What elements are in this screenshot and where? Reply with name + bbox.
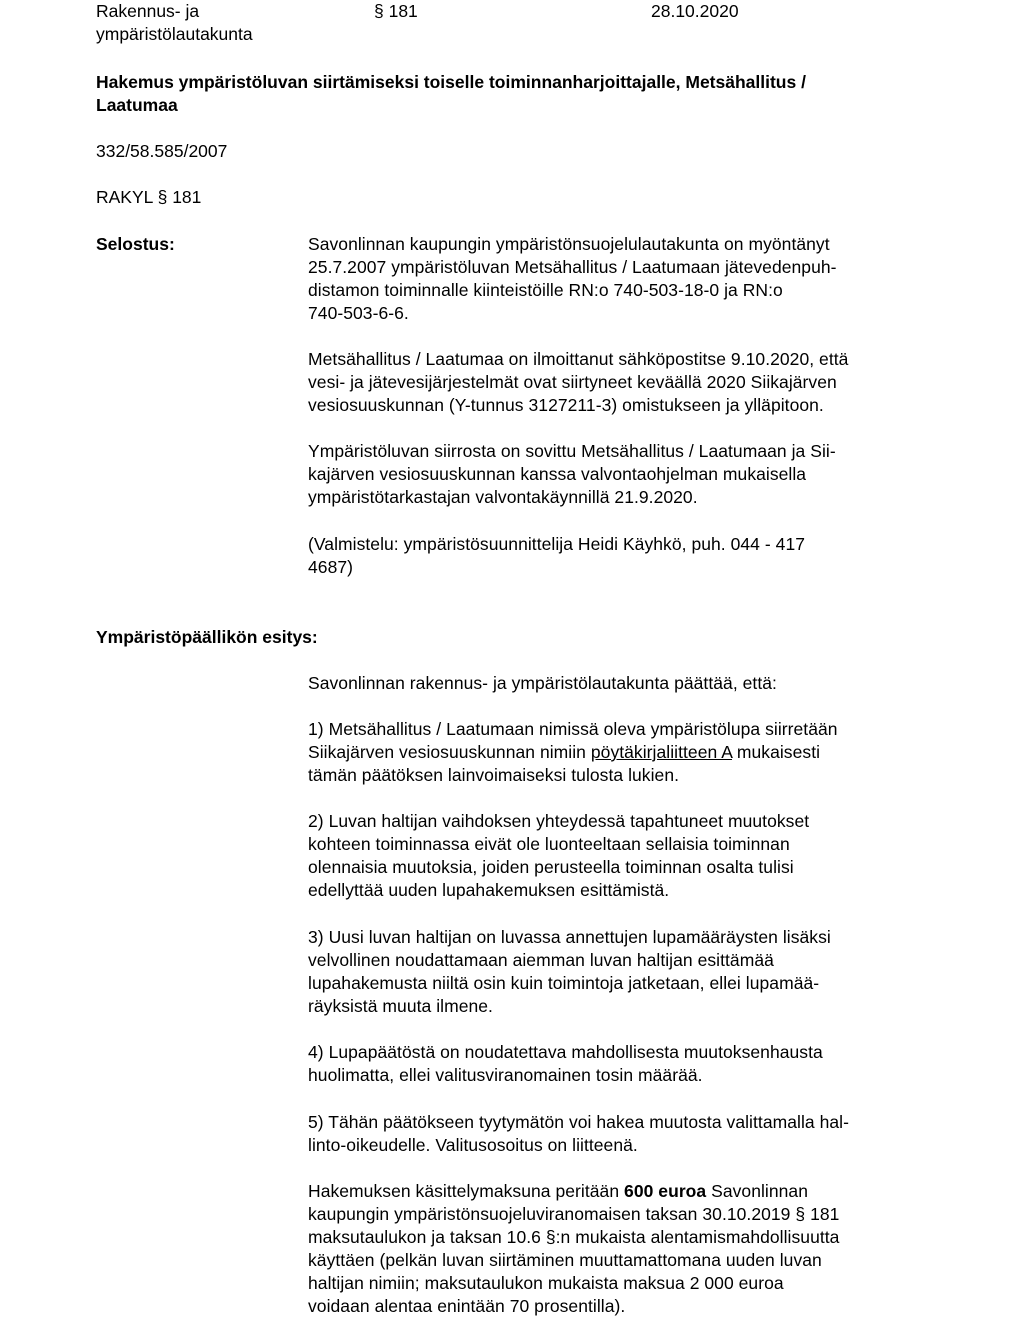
selostus-paragraph-2: Metsähallitus / Laatumaa on ilmoittanut sähköpostitse 9.10.2020, että vesi- ja jätevesijärjestelmät ovat siirtyneet keväällä 2020 Siikajärven vesiosuuskunnan (Y-tunnus 3127211-3) omistukseen ja ylläpitoon. xyxy=(308,349,849,415)
record-number: 332/58.585/2007 xyxy=(96,141,228,161)
decision-item-2: 2) Luvan haltijan vaihdoksen yhteydessä tapahtuneet muutokset kohteen toiminnassa eivät ole luonteeltaan sellaisia toiminnan olennaisia muutoksia, joiden perusteella toiminnan osalta tulisi edellyttää uuden lupahakemuksen esittämistä. xyxy=(308,811,810,900)
decision-item-3: 3) Uusi luvan haltijan on luvassa annettujen lupamääräysten lisäksi velvollinen noudattamaan aiemman luvan haltijan esittämää lupahakemusta niiltä osin kuin toimintoja jatketaan, ellei lupamää- räyksistä muuta ilmene. xyxy=(308,927,831,1016)
item1-text-start: 1) Metsähallitus / Laatumaan nimissä oleva ympäristölupa siirretään Siikajärven vesiosuuskunnan nimiin xyxy=(308,719,838,762)
selostus-paragraph-3: Ympäristöluvan siirrosta on sovittu Metsähallitus / Laatumaan ja Sii- kajärven vesiosuuskunnan kanssa valvontaohjelman mukaisella ympäristötarkastajan valvontakäynnillä 21.9.2020. xyxy=(308,441,836,507)
fee-amount: 600 euroa xyxy=(624,1181,707,1201)
item1-text-end: mukaisesti tämän päätöksen lainvoimaiseksi tulosta lukien. xyxy=(308,742,821,785)
processing-fee-paragraph xyxy=(308,1180,948,1318)
fee-text-start: Hakemuksen käsittelymaksuna peritään xyxy=(308,1181,625,1201)
decision-item-1 xyxy=(308,718,948,787)
meeting-date: 28.10.2020 xyxy=(651,1,739,21)
section-number: § 181 xyxy=(374,1,418,21)
committee-name: Rakennus- ja ympäristölautakunta xyxy=(96,1,253,44)
attachment-a-link[interactable]: pöytäkirjaliitteen A xyxy=(590,742,732,762)
decision-item-5: 5) Tähän päätökseen tyytymätön voi hakea muutosta valittamalla hal- linto-oikeudelle. Valitusosoitus on liitteenä. xyxy=(308,1112,849,1155)
fee-text-end: Savonlinnan kaupungin ympäristönsuojeluviranomaisen taksan 30.10.2019 § 181 maksutaulukon ja taksan 10.6 §:n mukaista alentamismahdollisuutta käyttäen (pelkän luvan siirtäminen muuttamattomana uuden luvan haltijan nimiin; maksutaulukon mukaista maksua 2 000 euroa voidaan alentaa enintään 70 prosentilla). xyxy=(308,1181,840,1316)
reference-label: RAKYL § 181 xyxy=(96,187,202,207)
selostus-label: Selostus: xyxy=(96,234,175,254)
decision-item-4: 4) Lupapäätöstä on noudatettava mahdollisesta muutoksenhausta huolimatta, ellei valitusviranomainen tosin määrää. xyxy=(308,1042,823,1085)
document-title: Hakemus ympäristöluvan siirtämiseksi toiselle toiminnanharjoittajalle, Metsähallitus / Laatumaa xyxy=(96,72,806,115)
selostus-paragraph-1: Savonlinnan kaupungin ympäristönsuojelulautakunta on myöntänyt 25.7.2007 ympäristöluvan Metsähallitus / Laatumaan jätevedenpuh- distamon toiminnalle kiinteistöille RN:o 740-503-18-0 ja RN:o 740-503-6-6. xyxy=(308,234,837,323)
preparer-note: (Valmistelu: ympäristösuunnittelija Heidi Käyhkö, puh. 044 - 417 4687) xyxy=(308,534,806,577)
decision-intro: Savonlinnan rakennus- ja ympäristölautakunta päättää, että: xyxy=(308,673,777,693)
esitys-label: Ympäristöpäällikön esitys: xyxy=(96,627,318,647)
